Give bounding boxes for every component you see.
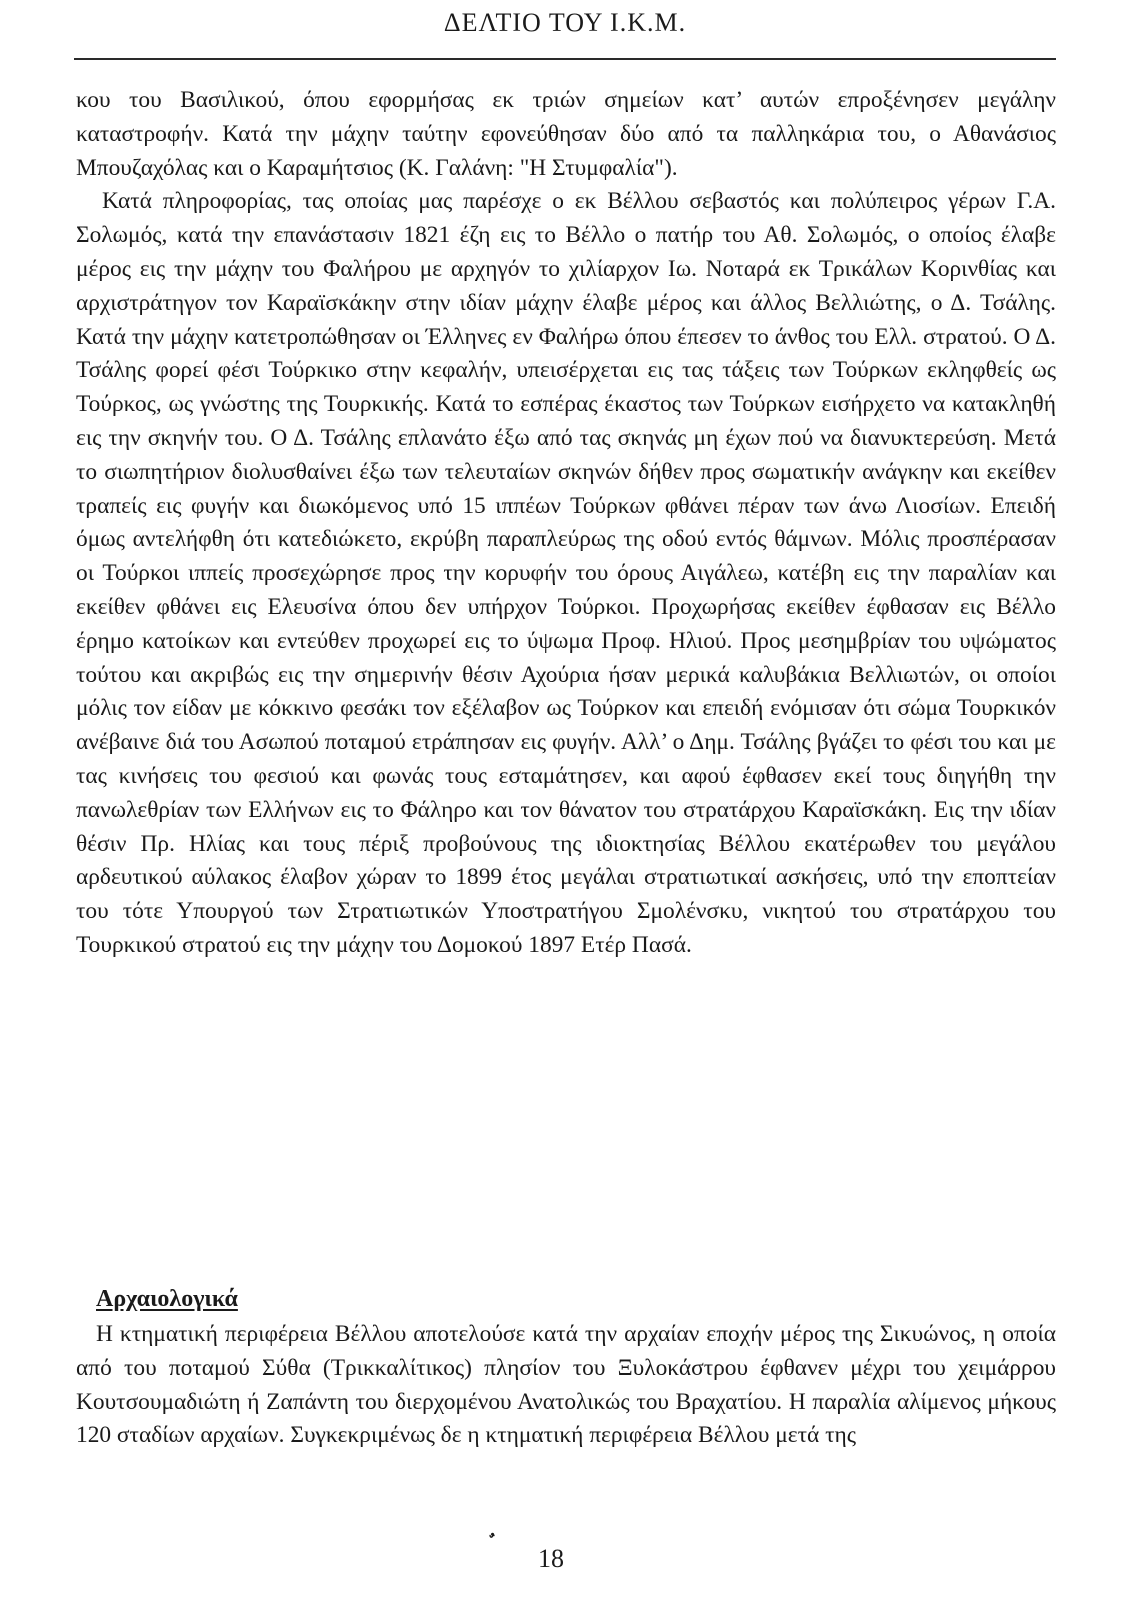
paragraph-archaeology: Η κτηματική περιφέρεια Βέλλου αποτελούσε κατά την αρχαίαν εποχήν μέρος της Σικυώνος, η οποία από του ποταμού Σύθα (Τρικκαλίτικος) πλησίον του Ξυλοκάστρου έφθανεν μέχρι του χειμάρρου Κουτσουμαδιώτη ή Ζαπάντη του διερχομένου Ανατολικώς του Βραχατίου. Η παραλία αλίμενος μήκους 120 σταδίων αρχαίων. Συγκεκριμένως δε η κτηματική περιφέρεια Βέλλου μετά της [76, 1321, 1056, 1449]
page-number: 18 [538, 1544, 564, 1573]
paragraph-solomos-account: Κατά πληροφορίας, τας οποίας μας παρέσχε ο εκ Βέλλου σεβαστός και πολύπειρος γέρων Γ.Α. Σολωμός, κατά την επανάστασιν 1821 έζη εις το Βέλλο ο πατήρ του Αθ. Σολωμός, ο οποίος έλαβε μέρος εις την μάχην του Φαλήρου με αρχηγόν το χιλίαρχον Ιω. Νοταρά εκ Τρικάλων Κορινθίας και αρχιστράτηγον τον Καραϊσκάκην στην ιδίαν μάχην έλαβε μέρος και άλλος Βελλιώτης, ο Δ. Τσάλης. Κατά την μάχην κατετροπώθησαν οι Έλληνες εν Φαλήρω όπου έπεσεν το άνθος του Ελλ. στρατού. Ο Δ. Τσάλης φορεί φέσι Τούρκικο στην κεφαλήν, υπεισέρχεται εις τας τάξεις των Τούρκων εκληφθείς ως Τούρκος, ως γνώστης της Τουρκικής. Κατά το εσπέρας έκαστος των Τούρκων εισήρχετο να κατακληθή εις την σκηνήν του. Ο Δ. Τσάλης επλανάτο έξω από τας σκηνάς μη έχων πού να διανυκτερεύση. Μετά το σιωπητήριον διολυσθαίνει έξω των τελευταίων σκηνών δήθεν προς σωματικήν ανάγκην και εκείθεν τραπείς εις φυγήν και διωκόμενος υπό 15 ιππέων Τούρκων φθάνει πέραν των άνω Λιοσίων. Επειδή όμως αντελήφθη ότι κατεδιώκετο, εκρύβη παραπλεύρως της οδού εντός θάμνων. Μόλις προσπέρασαν οι Τούρκοι ιππείς προσεχώρησε προς την κορυφήν του όρους Αιγάλεω, κατέβη εις την παραλίαν και εκείθεν φθάνει εις Ελευσίνα όπου δεν υπήρχον Τούρκοι. Προχωρήσας εκείθεν έφθασαν εις Βέλλο έρημο κατοίκων και εντεύθεν προχωρεί εις το ύψωμα Προφ. Ηλιού. Προς μεσημβρίαν του υψώματος τούτου και ακριβώς εις την σημερινήν θέσιν Αχούρια ήσαν μερικά καλυβάκια Βελλιωτών, οι οποίοι μόλις τον είδαν με κόκκινο φεσάκι τον εξέλαβον ως Τούρκον και επειδή ενόμισαν ότι σώμα Τουρκικόν ανέβαινε διά του Ασωπού ποταμού ετράπησαν εις φυγήν. Αλλ’ ο Δημ. Τσάλης βγάζει το φέσι του και με τας κινήσεις του φεσιού και φωνάς τους εσταμάτησεν, και αφού έφθασεν εκεί τους διηγήθη την πανωλεθρίαν των Ελλήνων εις το Φάληρο και τον θάνατον του στρατάρχου Καραϊσκάκη. Εις την ιδίαν θέσιν Πρ. Ηλίας και τους πέριξ προβούνους της ιδιοκτησίας Βέλλου εκατέρωθεν του μεγάλου αρδευτικού αύλακος έλαβον χώραν το 1899 έτος μεγάλαι στρατιωτικαί ασκήσεις, υπό την εποπτείαν του τότε Υπουργού των Στρατιωτικών Υποστρατήγου Σμολένσκυ, νικητού του στρατάρχου του Τουρκικού στρατού εις την μάχην του Δομοκού 1897 Ετέρ Πασά. [76, 188, 1056, 958]
running-header: ΔΕΛΤΙΟ ΤΟΥ Ι.Κ.Μ. [443, 8, 687, 37]
section-heading-archaeology: Αρχαιολογικά [96, 1286, 238, 1312]
section-text [76, 1318, 1056, 1453]
body-text [76, 84, 1056, 963]
header-rule [74, 58, 1056, 60]
paragraph-continuation: κου του Βασιλικού, όπου εφορμήσας εκ τριών σημείων κατ’ αυτών επροξένησεν μεγάλην καταστροφήν. Κατά την μάχην ταύτην εφονεύθησαν δύο από τα παλληκάρια του, ο Αθανάσιος Μπουζαχόλας και ο Καραμήτσιος (Κ. Γαλάνη: "Η Στυμφαλία"). [76, 87, 1056, 181]
